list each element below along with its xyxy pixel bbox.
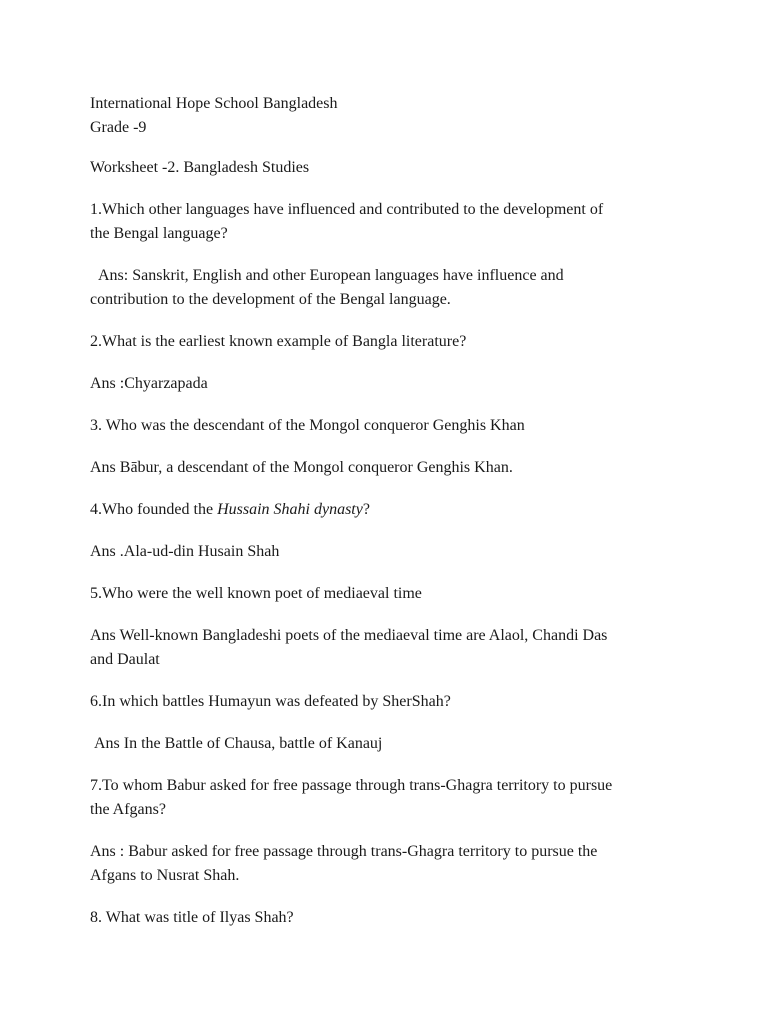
- question-text: 5.Who were the well known poet of mediaeval time: [90, 585, 422, 602]
- grade-label: Grade -9: [90, 119, 147, 136]
- answer-5: [90, 624, 680, 672]
- answer-text: and Daulat: [90, 651, 160, 668]
- answer-4: [90, 540, 680, 564]
- question-1: [90, 198, 680, 246]
- answer-2: [90, 372, 680, 396]
- answer-text: Ans: Sanskrit, English and other European languages have influence and: [98, 267, 564, 284]
- answer-6: [90, 732, 680, 756]
- question-text: the Bengal language?: [90, 225, 228, 242]
- question-text: 4.Who founded the Hussain Shahi dynasty?: [90, 501, 370, 518]
- question-text: 2.What is the earliest known example of Bangla literature?: [90, 333, 467, 350]
- school-name: International Hope School Bangladesh: [90, 95, 338, 112]
- answer-7: [90, 840, 680, 888]
- answer-text: Ans Bābur, a descendant of the Mongol conqueror Genghis Khan.: [90, 459, 513, 476]
- question-text: the Afgans?: [90, 801, 166, 818]
- question-7: [90, 774, 680, 822]
- worksheet-title: Worksheet -2. Bangladesh Studies: [90, 159, 310, 176]
- answer-text: Ans .Ala-ud-din Husain Shah: [90, 543, 280, 560]
- question-2: [90, 330, 680, 354]
- question-5: [90, 582, 680, 606]
- answer-text: Ans : Babur asked for free passage through trans-Ghagra territory to pursue the: [90, 843, 598, 860]
- answer-1: [90, 264, 680, 312]
- answer-text: contribution to the development of the Bengal language.: [90, 291, 451, 308]
- question-4: [90, 498, 680, 522]
- answer-text: Afgans to Nusrat Shah.: [90, 867, 240, 884]
- question-text: 3. Who was the descendant of the Mongol conqueror Genghis Khan: [90, 417, 525, 434]
- document-header: [90, 92, 680, 140]
- question-text: 6.In which battles Humayun was defeated by SherShah?: [90, 693, 451, 710]
- question-3: [90, 414, 680, 438]
- answer-text: Ans Well-known Bangladeshi poets of the mediaeval time are Alaol, Chandi Das: [90, 627, 608, 644]
- answer-text: Ans In the Battle of Chausa, battle of Kanauj: [94, 735, 383, 752]
- question-text: 8. What was title of Ilyas Shah?: [90, 909, 294, 926]
- worksheet-page: [90, 92, 680, 948]
- answer-text: Ans :Chyarzapada: [90, 375, 208, 392]
- dynasty-name: Hussain Shahi dynasty: [217, 501, 363, 518]
- question-text: 7.To whom Babur asked for free passage through trans-Ghagra territory to pursue: [90, 777, 613, 794]
- answer-3: [90, 456, 680, 480]
- question-6: [90, 690, 680, 714]
- question-text: 1.Which other languages have influenced and contributed to the development of: [90, 201, 604, 218]
- question-8: [90, 906, 680, 930]
